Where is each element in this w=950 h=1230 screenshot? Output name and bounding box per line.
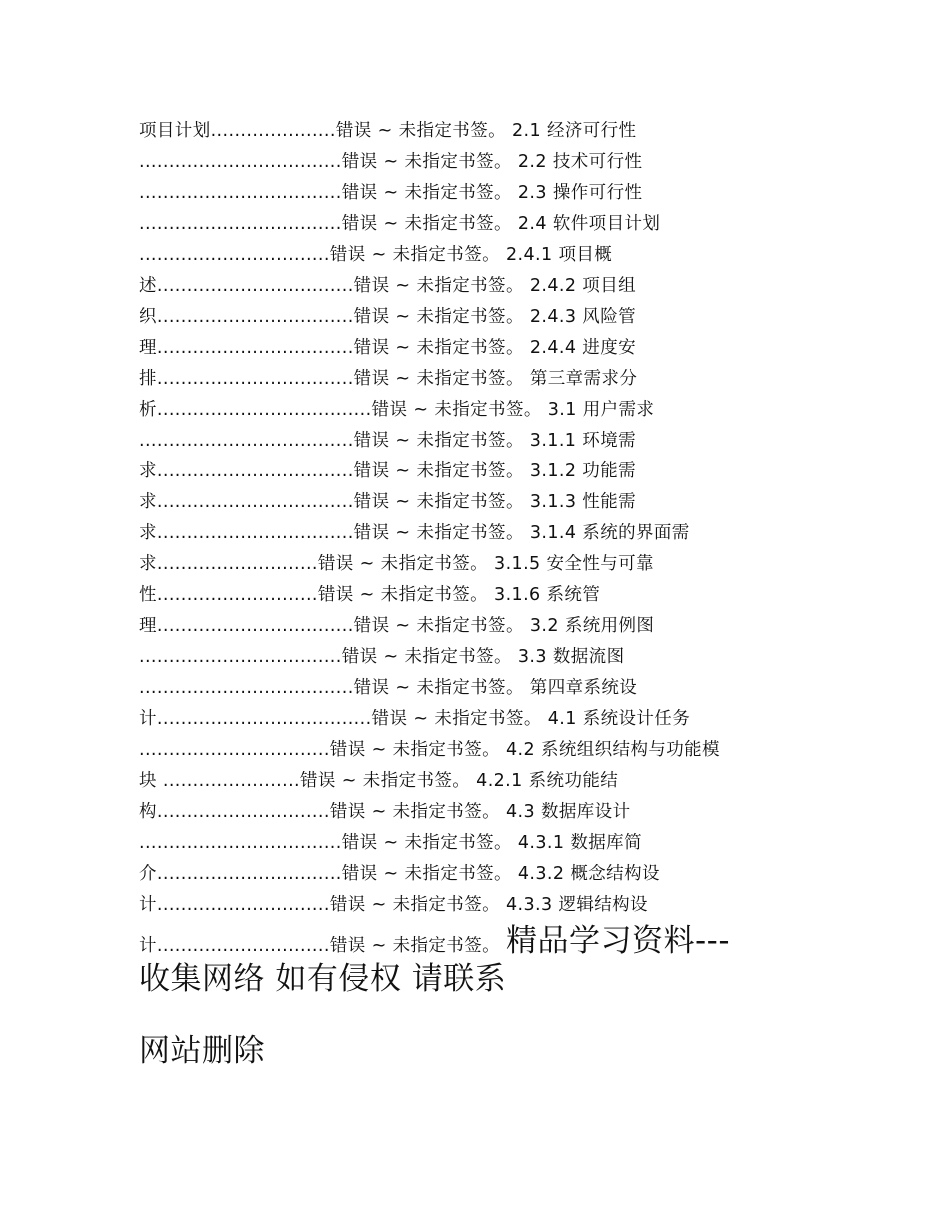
toc-line: ..................................错误 ~ 未指定书签。 2.2 技术可行性 [139, 152, 643, 172]
toc-line: ..................................错误 ~ 未指定书签。 2.3 操作可行性 [139, 183, 643, 203]
toc-line: ..................................错误 ~ 未指定书签。 2.4 软件项目计划 [139, 214, 661, 234]
toc-line: 计.............................错误 ~ 未指定书签。 4.3.3 逻辑结构设 [139, 895, 648, 915]
toc-line: 理.................................错误 ~ 未指定书签。 3.2 系统用例图 [139, 616, 655, 636]
watermark-text-part1: 精品学习资料--- [505, 923, 731, 959]
toc-line: 介...............................错误 ~ 未指定书签。 4.3.2 概念结构设 [139, 864, 660, 884]
watermark-text-line3: 网站删除 [139, 1033, 265, 1069]
toc-last-line-text: 计.............................错误 ~ 未指定书签。 [139, 936, 506, 956]
toc-line: 理.................................错误 ~ 未指定书签。 2.4.4 进度安 [139, 338, 637, 358]
toc-line: 求.................................错误 ~ 未指定书签。 3.1.3 性能需 [139, 492, 637, 512]
toc-line: ................................错误 ~ 未指定书签。 4.2 系统组织结构与功能模 [139, 740, 720, 760]
toc-line: 构.............................错误 ~ 未指定书签。 4.3 数据库设计 [139, 802, 631, 822]
toc-line: 析....................................错误 ~ 未指定书签。 3.1 用户需求 [139, 400, 655, 420]
toc-line: 计....................................错误 ~ 未指定书签。 4.1 系统设计任务 [139, 709, 691, 729]
toc-line: ................................错误 ~ 未指定书签。 2.4.1 项目概 [139, 245, 613, 265]
toc-line: ..................................错误 ~ 未指定书签。 4.3.1 数据库简 [139, 833, 642, 853]
toc-line: 排.................................错误 ~ 未指定书签。 第三章需求分 [139, 369, 638, 389]
toc-line: 求.................................错误 ~ 未指定书签。 3.1.4 系统的界面需 [139, 523, 690, 543]
toc-line: 性...........................错误 ~ 未指定书签。 3.1.6 系统管 [139, 585, 601, 605]
toc-line: ..................................错误 ~ 未指定书签。 3.3 数据流图 [139, 647, 625, 667]
toc-line: 织.................................错误 ~ 未指定书签。 2.4.3 风险管 [139, 307, 637, 327]
toc-last-line [139, 923, 730, 964]
toc-line: ....................................错误 ~ 未指定书签。 第四章系统设 [139, 678, 638, 698]
toc-line: ....................................错误 ~ 未指定书签。 3.1.1 环境需 [139, 431, 636, 451]
toc-line: 求...........................错误 ~ 未指定书签。 3.1.5 安全性与可靠 [139, 554, 654, 574]
toc-line: 块 .......................错误 ~ 未指定书签。 4.2.1 系统功能结 [139, 771, 619, 791]
watermark-text-line2: 收集网络 如有侵权 请联系 [139, 961, 507, 997]
toc-line: 项目计划.....................错误 ~ 未指定书签。 2.1 经济可行性 [139, 121, 637, 141]
toc-line: 述.................................错误 ~ 未指定书签。 2.4.2 项目组 [139, 276, 637, 296]
toc-line: 求.................................错误 ~ 未指定书签。 3.1.2 功能需 [139, 461, 637, 481]
